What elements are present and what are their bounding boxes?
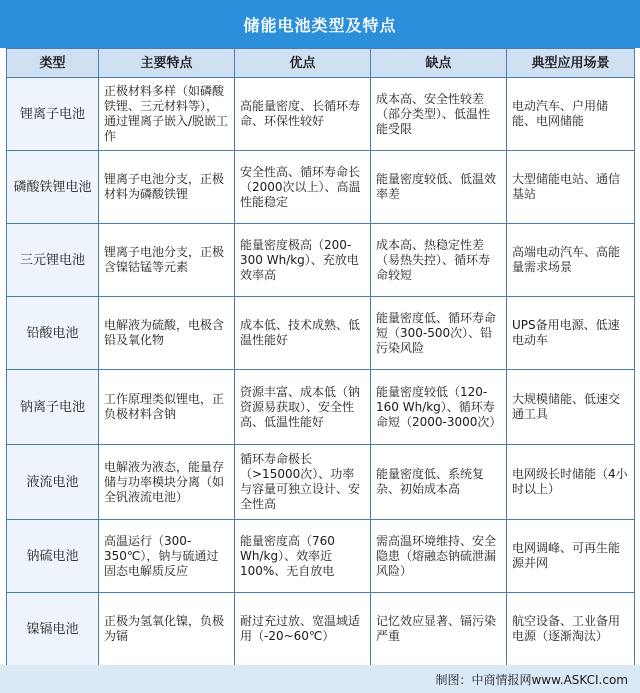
cell-apps: 航空设备、工业备用电源（逐渐淘汰）	[507, 593, 635, 666]
table-row	[7, 151, 635, 224]
cell-pros: 耐过充过放、宽温域适用（-20~60℃）	[235, 593, 371, 666]
page-title: 储能电池类型及特点	[243, 15, 397, 35]
cell-type: 三元锂电池	[7, 224, 99, 297]
header-cons: 缺点	[371, 49, 507, 78]
cell-apps: 电动汽车、户用储能、电网储能	[507, 78, 635, 151]
cell-features: 锂离子电池分支，正极含镍钴锰等元素	[99, 224, 235, 297]
cell-features: 正极材料多样（如磷酸铁锂、三元材料等），通过锂离子嵌入/脱嵌工作	[99, 78, 235, 151]
cell-pros: 能量密度高（760 Wh/kg）、效率近100%、无自放电	[235, 520, 371, 593]
cell-apps: UPS备用电源、低速电动车	[507, 297, 635, 370]
battery-table-container	[6, 48, 634, 666]
cell-cons: 记忆效应显著、镉污染严重	[371, 593, 507, 666]
cell-cons: 能量密度低、系统复杂、初始成本高	[371, 445, 507, 520]
cell-cons: 成本高、安全性较差（部分类型）、低温性能受限	[371, 78, 507, 151]
cell-apps: 大型储能电站、通信基站	[507, 151, 635, 224]
cell-type: 镍镉电池	[7, 593, 99, 666]
cell-cons: 需高温环境维持、安全隐患（熔融态钠硫泄漏风险）	[371, 520, 507, 593]
source-credit: 制图：中商情报网www.ASKCI.com	[435, 672, 628, 687]
cell-features: 工作原理类似锂电，正负极材料含钠	[99, 370, 235, 445]
cell-type: 锂离子电池	[7, 78, 99, 151]
cell-pros: 安全性高、循环寿命长（2000次以上）、高温性能稳定	[235, 151, 371, 224]
cell-type: 磷酸铁锂电池	[7, 151, 99, 224]
table-row	[7, 593, 635, 666]
cell-cons: 能量密度低、循环寿命短（300-500次）、铅污染风险	[371, 297, 507, 370]
cell-cons: 成本高、热稳定性差（易热失控）、循环寿命较短	[371, 224, 507, 297]
cell-features: 电解液为液态，能量存储与功率模块分离（如全钒液流电池）	[99, 445, 235, 520]
cell-pros: 成本低、技术成熟、低温性能好	[235, 297, 371, 370]
cell-features: 正极为氢氧化镍，负极为镉	[99, 593, 235, 666]
cell-features: 高温运行（300-350℃），钠与硫通过固态电解质反应	[99, 520, 235, 593]
cell-features: 锂离子电池分支，正极材料为磷酸铁锂	[99, 151, 235, 224]
cell-type: 铅酸电池	[7, 297, 99, 370]
cell-apps: 电网级长时储能（4小时以上）	[507, 445, 635, 520]
title-bar	[0, 0, 640, 48]
cell-pros: 高能量密度、长循环寿命、环保性较好	[235, 78, 371, 151]
cell-cons: 能量密度较低（120-160 Wh/kg）、循环寿命短（2000-3000次）	[371, 370, 507, 445]
cell-apps: 大规模储能、低速交通工具	[507, 370, 635, 445]
cell-apps: 电网调峰、可再生能源并网	[507, 520, 635, 593]
table-row	[7, 78, 635, 151]
table-row	[7, 370, 635, 445]
cell-type: 钠硫电池	[7, 520, 99, 593]
battery-table	[6, 48, 635, 666]
header-pros: 优点	[235, 49, 371, 78]
table-header-row	[7, 49, 635, 78]
table-row	[7, 520, 635, 593]
source-footer	[0, 665, 640, 693]
cell-type: 液流电池	[7, 445, 99, 520]
table-row	[7, 445, 635, 520]
table-row	[7, 297, 635, 370]
cell-features: 电解液为硫酸，电极含铅及氧化物	[99, 297, 235, 370]
cell-pros: 资源丰富、成本低（钠资源易获取）、安全性高、低温性能好	[235, 370, 371, 445]
header-apps: 典型应用场景	[507, 49, 635, 78]
cell-pros: 循环寿命极长（>15000次）、功率与容量可独立设计、安全性高	[235, 445, 371, 520]
cell-pros: 能量密度极高（200-300 Wh/kg）、充放电效率高	[235, 224, 371, 297]
header-type: 类型	[7, 49, 99, 78]
cell-type: 钠离子电池	[7, 370, 99, 445]
header-features: 主要特点	[99, 49, 235, 78]
table-row	[7, 224, 635, 297]
cell-cons: 能量密度较低、低温效率差	[371, 151, 507, 224]
cell-apps: 高端电动汽车、高能量需求场景	[507, 224, 635, 297]
